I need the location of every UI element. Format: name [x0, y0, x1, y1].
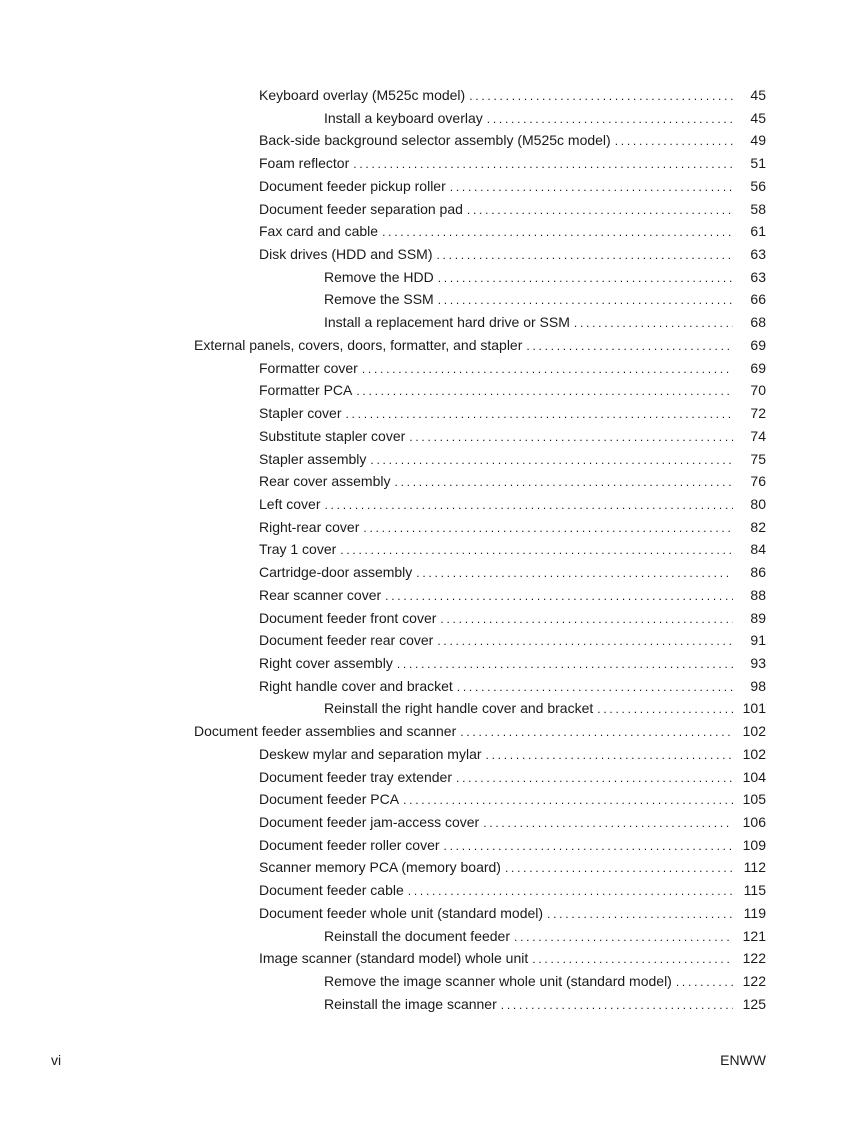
footer-page-number: vi: [51, 1052, 62, 1068]
toc-leader-dots: [438, 267, 733, 290]
toc-leader-dots: [382, 221, 733, 244]
toc-entry[interactable]: [0, 516, 843, 539]
toc-entry-title: Reinstall the image scanner: [324, 995, 497, 1012]
toc-leader-dots: [444, 835, 733, 858]
toc-leader-dots: [356, 380, 733, 403]
toc-entry-title: Left cover: [259, 495, 321, 512]
toc-entry-title: Scanner memory PCA (memory board): [259, 859, 501, 876]
toc-leader-dots: [395, 471, 734, 494]
toc-entry-title: Foam reflector: [259, 155, 350, 172]
toc-entry-page: 61: [750, 223, 766, 240]
toc-leader-dots: [440, 608, 733, 631]
toc-entry-title: Document feeder PCA: [259, 791, 400, 808]
toc-entry-page: 115: [743, 882, 766, 899]
toc-entry[interactable]: [0, 947, 843, 970]
toc-leader-dots: [514, 926, 733, 949]
toc-entry-title: Document feeder roller cover: [259, 836, 440, 853]
toc-entry-page: 88: [750, 586, 766, 603]
toc-entry-page: 122: [742, 950, 766, 967]
toc-leader-dots: [437, 630, 733, 653]
toc-entry-title: External panels, covers, doors, formatter, and stapler: [194, 336, 523, 353]
toc-entry-title: Substitute stapler cover: [259, 427, 406, 444]
toc-entry[interactable]: [0, 288, 843, 311]
toc-entry-title: Right-rear cover: [259, 518, 360, 535]
toc-entry-page: 63: [750, 246, 766, 263]
toc-entry[interactable]: [0, 766, 843, 789]
toc-entry-title: Document feeder whole unit (standard model): [259, 904, 544, 921]
toc-entry-title: Document feeder front cover: [259, 609, 437, 626]
toc-leader-dots: [408, 880, 733, 903]
toc-entry[interactable]: [0, 561, 843, 584]
toc-leader-dots: [547, 903, 733, 926]
toc-entry-page: 82: [750, 518, 766, 535]
toc-entry[interactable]: [0, 84, 843, 107]
toc-entry-page: 45: [750, 109, 766, 126]
toc-entry-page: 76: [750, 473, 766, 490]
toc-leader-dots: [526, 335, 733, 358]
toc-leader-dots: [403, 789, 733, 812]
toc-entry[interactable]: [0, 788, 843, 811]
toc-entry[interactable]: [0, 879, 843, 902]
toc-leader-dots: [501, 994, 733, 1017]
toc-entry-title: Stapler cover: [259, 405, 342, 422]
toc-leader-dots: [324, 494, 733, 517]
toc-entry[interactable]: [0, 129, 843, 152]
toc-entry-title: Reinstall the right handle cover and bracket: [324, 700, 594, 717]
toc-entry-title: Reinstall the document feeder: [324, 927, 510, 944]
toc-entry-page: 112: [743, 859, 766, 876]
toc-entry-title: Remove the HDD: [324, 268, 434, 285]
toc-entry-title: Formatter PCA: [259, 382, 353, 399]
toc-entry-page: 70: [750, 382, 766, 399]
toc-entry-title: Install a keyboard overlay: [324, 109, 483, 126]
toc-entry-page: 98: [750, 677, 766, 694]
toc-entry[interactable]: [0, 970, 843, 993]
toc-entry[interactable]: [0, 720, 843, 743]
toc-entry-title: Document feeder separation pad: [259, 200, 463, 217]
toc-entry[interactable]: [0, 470, 843, 493]
toc-leader-dots: [505, 857, 733, 880]
toc-entry[interactable]: [0, 811, 843, 834]
toc-entry-title: Right handle cover and bracket: [259, 677, 453, 694]
toc-leader-dots: [438, 289, 733, 312]
toc-entry-page: 49: [750, 132, 766, 149]
toc-entry[interactable]: [0, 856, 843, 879]
toc-leader-dots: [385, 585, 733, 608]
toc-leader-dots: [370, 449, 733, 472]
toc-entry[interactable]: [0, 834, 843, 857]
toc-entry[interactable]: [0, 629, 843, 652]
toc-entry-page: 84: [750, 541, 766, 558]
toc-leader-dots: [345, 403, 733, 426]
toc-entry-page: 91: [750, 632, 766, 649]
toc-entry-title: Document feeder tray extender: [259, 768, 452, 785]
toc-entry-page: 119: [743, 904, 766, 921]
toc-entry[interactable]: [0, 448, 843, 471]
toc-entry-title: Rear scanner cover: [259, 586, 382, 603]
toc-leader-dots: [353, 153, 733, 176]
toc-entry[interactable]: [0, 175, 843, 198]
toc-entry[interactable]: [0, 266, 843, 289]
toc-leader-dots: [486, 744, 733, 767]
toc-entry[interactable]: [0, 152, 843, 175]
toc-entry-page: 101: [742, 700, 766, 717]
toc-entry-title: Fax card and cable: [259, 223, 379, 240]
toc-entry[interactable]: [0, 425, 843, 448]
toc-entry-title: Tray 1 cover: [259, 541, 337, 558]
toc-entry-page: 109: [742, 836, 766, 853]
toc-entry-page: 102: [742, 723, 766, 740]
toc-leader-dots: [532, 948, 733, 971]
toc-entry-page: 104: [742, 768, 766, 785]
toc-entry-title: Document feeder jam-access cover: [259, 814, 480, 830]
toc-entry-title: Remove the SSM: [324, 291, 434, 308]
toc-entry-title: Install a replacement hard drive or SSM: [324, 314, 570, 331]
toc-entry[interactable]: [0, 493, 843, 516]
toc-entry-page: 102: [742, 745, 766, 762]
toc-entry-page: 72: [750, 405, 766, 422]
toc-entry[interactable]: [0, 402, 843, 425]
toc-entry-title: Keyboard overlay (M525c model): [259, 87, 466, 103]
toc-entry-title: Document feeder cable: [259, 882, 404, 899]
toc-leader-dots: [362, 358, 733, 381]
toc-leader-dots: [409, 426, 733, 449]
toc-entry-page: 56: [750, 177, 766, 194]
toc-entry[interactable]: [0, 607, 843, 630]
toc-leader-dots: [574, 312, 733, 335]
toc-entry[interactable]: [0, 107, 843, 130]
toc-leader-dots: [456, 767, 733, 790]
toc-leader-dots: [397, 653, 733, 676]
toc-leader-dots: [460, 721, 733, 744]
toc-leader-dots: [615, 130, 733, 153]
toc-leader-dots: [597, 698, 733, 721]
toc-entry-page: 69: [750, 359, 766, 376]
toc-entry-page: 66: [750, 291, 766, 308]
toc-entry[interactable]: [0, 925, 843, 948]
toc-entry-title: Deskew mylar and separation mylar: [259, 745, 482, 762]
toc-leader-dots: [340, 539, 733, 562]
toc-entry[interactable]: [0, 743, 843, 766]
toc-leader-dots: [457, 676, 733, 699]
toc-leader-dots: [483, 812, 733, 835]
toc-leader-dots: [676, 971, 733, 994]
toc-entry-page: 58: [750, 200, 766, 217]
toc-entry-page: 122: [742, 973, 766, 990]
toc-leader-dots: [436, 244, 733, 267]
toc-entry-title: Document feeder pickup roller: [259, 177, 446, 194]
toc-entry-page: 68: [750, 314, 766, 331]
toc-entry-page: 51: [750, 155, 766, 172]
toc-leader-dots: [363, 517, 733, 540]
footer-label: ENWW: [720, 1052, 766, 1068]
toc-leader-dots: [450, 176, 733, 199]
toc-entry-title: Stapler assembly: [259, 450, 367, 467]
toc-entry-title: Back-side background selector assembly (M525c model): [259, 132, 611, 149]
toc-entry[interactable]: [0, 311, 843, 334]
toc-entry[interactable]: [0, 357, 843, 380]
toc-leader-dots: [469, 85, 733, 108]
toc-entry-page: 75: [750, 450, 766, 467]
table-of-contents: [0, 84, 843, 1015]
toc-entry[interactable]: [0, 334, 843, 357]
toc-entry-title: Image scanner (standard model) whole unit: [259, 950, 529, 967]
toc-leader-dots: [467, 199, 733, 222]
toc-entry-title: Document feeder rear cover: [259, 632, 434, 649]
toc-entry[interactable]: [0, 538, 843, 561]
toc-entry[interactable]: [0, 198, 843, 221]
toc-entry-title: Remove the image scanner whole unit (standard model): [324, 973, 672, 990]
toc-leader-dots: [487, 108, 733, 131]
toc-entry-page: 106: [742, 814, 766, 830]
toc-entry-page: 80: [750, 495, 766, 512]
toc-entry[interactable]: [0, 220, 843, 243]
toc-entry-page: 89: [750, 609, 766, 626]
toc-entry[interactable]: [0, 379, 843, 402]
toc-entry[interactable]: [0, 584, 843, 607]
toc-leader-dots: [416, 562, 733, 585]
toc-entry-page: 69: [750, 336, 766, 353]
toc-entry-page: 74: [750, 427, 766, 444]
toc-entry-page: 105: [742, 791, 766, 808]
toc-entry-title: Formatter cover: [259, 359, 358, 376]
toc-entry-title: Disk drives (HDD and SSM): [259, 246, 433, 263]
toc-entry-page: 125: [742, 995, 766, 1012]
toc-entry-title: Rear cover assembly: [259, 473, 391, 490]
toc-entry-title: Right cover assembly: [259, 654, 393, 671]
toc-entry[interactable]: [0, 243, 843, 266]
toc-entry[interactable]: [0, 675, 843, 698]
toc-entry-page: 45: [750, 87, 766, 103]
toc-entry[interactable]: [0, 902, 843, 925]
toc-entry-title: Document feeder assemblies and scanner: [194, 723, 457, 740]
toc-entry-page: 63: [750, 268, 766, 285]
toc-entry[interactable]: [0, 652, 843, 675]
toc-entry-page: 86: [750, 564, 766, 581]
toc-entry-title: Cartridge-door assembly: [259, 564, 413, 581]
toc-entry[interactable]: [0, 993, 843, 1016]
toc-entry-page: 121: [742, 927, 766, 944]
toc-entry-page: 93: [750, 654, 766, 671]
toc-entry[interactable]: [0, 697, 843, 720]
